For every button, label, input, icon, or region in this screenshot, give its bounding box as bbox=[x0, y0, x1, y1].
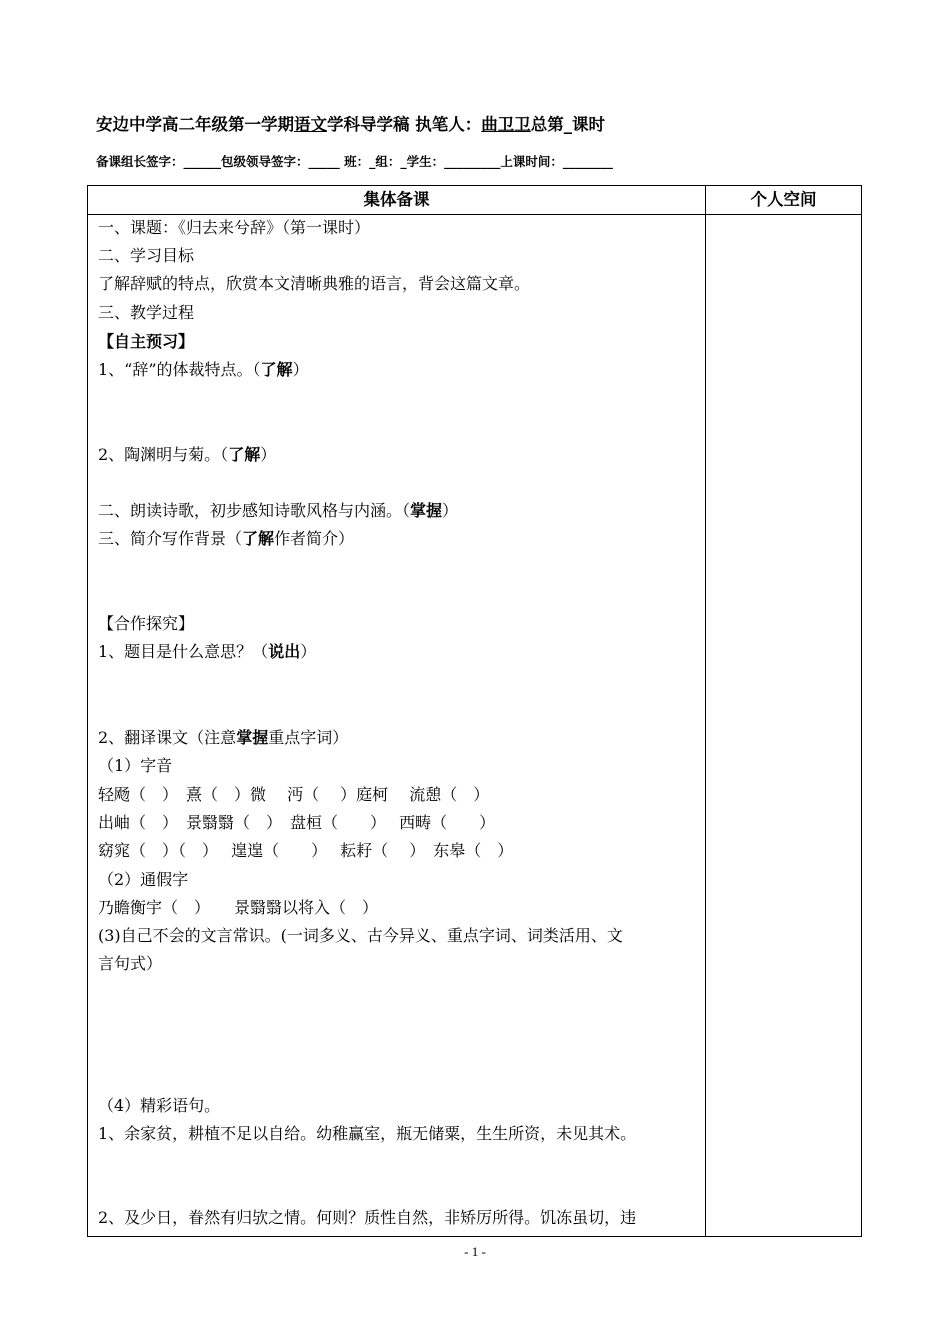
title-mid: 学科导学稿 执笔人： bbox=[327, 115, 482, 134]
title-school: 安边中学高二年级第一学期 bbox=[96, 115, 294, 134]
pronunciation-row-1: 轻飏（ ） 熹（ ）微 沔（ ）庭柯 流憩（ ） bbox=[98, 785, 490, 804]
item-reading bbox=[98, 499, 458, 523]
process-heading: 三、教学过程 bbox=[98, 303, 195, 322]
item-text: 2、翻译课文（注意 bbox=[98, 728, 237, 747]
item-end: ） bbox=[300, 642, 317, 661]
header-divider bbox=[88, 214, 861, 215]
column-header-main: 集体备课 bbox=[363, 190, 430, 209]
main-content bbox=[98, 216, 698, 1234]
item-emphasis: 了解 bbox=[242, 529, 275, 548]
column-header-side: 个人空间 bbox=[750, 190, 817, 209]
page-number: - 1 - bbox=[464, 1244, 486, 1259]
lesson-table bbox=[87, 185, 862, 1237]
classical-knowledge-line-1: (3)自己不会的文言常识。(一词多义、古今异义、重点字词、词类活用、文 bbox=[98, 926, 623, 945]
item-end: 作者简介） bbox=[274, 529, 355, 548]
title-author: 曲卫卫 bbox=[481, 115, 531, 134]
item-text: 三、简介写作背景（ bbox=[98, 529, 243, 548]
item-emphasis: 了解 bbox=[228, 445, 261, 464]
pronunciation-row-3: 窈窕（ ）（ ） 遑遑（ ） 耘耔（ ） 东皋（ ） bbox=[98, 841, 514, 860]
item-text: 2、陶渊明与菊。（ bbox=[98, 445, 229, 464]
item-text: 二、朗读诗歌，初步感知诗歌风格与内涵。（ bbox=[98, 501, 411, 520]
cooperation-heading: 【合作探究】 bbox=[98, 614, 195, 633]
column-divider bbox=[705, 186, 706, 1236]
self-study-heading: 【自主预习】 bbox=[98, 332, 195, 351]
pronunciation-heading: （1）字音 bbox=[98, 756, 173, 775]
item-translate bbox=[98, 726, 348, 750]
item-background bbox=[98, 527, 354, 551]
sentence-1: 1、余家贫，耕植不足以自给。幼稚赢室，瓶无储粟，生生所资，未见其术。 bbox=[98, 1124, 637, 1143]
item-emphasis: 掌握 bbox=[236, 728, 269, 747]
document-title bbox=[96, 111, 876, 135]
goals-heading: 二、学习目标 bbox=[98, 246, 195, 265]
item-emphasis: 说出 bbox=[268, 642, 301, 661]
title-total: 总第 bbox=[530, 115, 564, 134]
sentence-2: 2、及少日，眷然有归欤之情。何则？质性自然，非矫厉所得。饥冻虽切，违 bbox=[98, 1208, 637, 1227]
item-end: 重点字词） bbox=[268, 728, 349, 747]
title-lesson: 课时 bbox=[572, 115, 605, 134]
classical-knowledge-line-2: 言句式） bbox=[98, 954, 163, 973]
item-text: 1、题目是什么意思？（ bbox=[98, 642, 269, 661]
title-subject: 语文 bbox=[294, 115, 327, 134]
pronunciation-row-2: 出岫（ ） 景翳翳（ ） 盘桓（ ） 西畴（ ） bbox=[98, 813, 496, 832]
item-chrysanthemum bbox=[98, 443, 276, 467]
item-end: ） bbox=[292, 360, 309, 379]
item-emphasis: 了解 bbox=[260, 360, 293, 379]
item-end: ） bbox=[442, 501, 459, 520]
item-end: ） bbox=[260, 445, 277, 464]
item-genre bbox=[98, 358, 309, 382]
goals-text: 了解辞赋的特点，欣赏本文清晰典雅的语言，背会这篇文章。 bbox=[98, 274, 531, 293]
loan-char-row: 乃瞻衡宇（ ） 景翳翳以将入（ ） bbox=[98, 898, 379, 917]
item-text: 1、“辞”的体裁特点。（ bbox=[98, 360, 261, 379]
item-emphasis: 掌握 bbox=[410, 501, 443, 520]
signature-line: 备课组长签字：______包级领导签字：_____ 班：_组：_学生：_________上课时间：________ bbox=[96, 154, 613, 169]
topic-line: 一、课题：《归去来兮辞》（第一课时） bbox=[98, 218, 371, 237]
loan-char-heading: （2）通假字 bbox=[98, 870, 189, 889]
sentences-heading: （4）精彩语句。 bbox=[98, 1096, 221, 1115]
title-blank: _ bbox=[563, 115, 572, 134]
item-title-meaning bbox=[98, 640, 316, 664]
